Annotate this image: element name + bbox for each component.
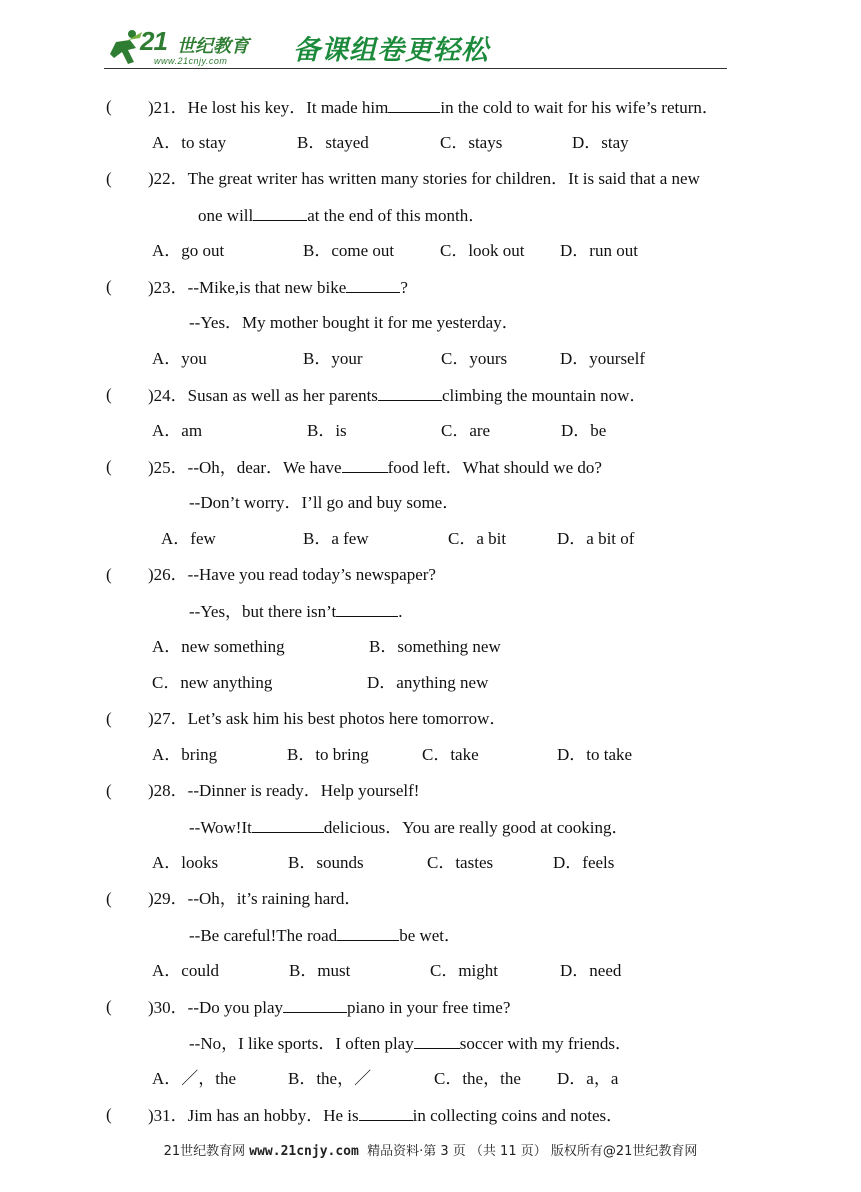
option-a: A．few [161, 529, 216, 548]
option-d: D．a，a [557, 1069, 619, 1088]
option-d: D．need [560, 961, 622, 980]
answer-paren: ( [106, 709, 112, 728]
option-c: C．stays [440, 133, 503, 152]
option-c: C．a bit [448, 529, 507, 548]
option-c: C．might [430, 961, 499, 980]
logo-url: www.21cnjy.com [154, 56, 228, 66]
answer-blank [388, 97, 440, 113]
question-text: --Be careful!The road [189, 926, 338, 945]
answer-paren: ( [106, 385, 112, 404]
answer-paren: ( [106, 457, 112, 476]
option-c: C．tastes [427, 853, 494, 872]
question-text: Let’s ask him his best photos here tomorrow． [187, 709, 507, 728]
question-text: --Wow!It [189, 818, 252, 837]
logo-chinese-text: 世纪教育 [177, 36, 249, 57]
question-number: )26． [148, 565, 188, 584]
option-a: A．you [152, 349, 207, 368]
option-d: D．to take [557, 745, 633, 764]
question-text: The great writer has written many stories for children．It is said that a new [187, 169, 700, 188]
question-text: ? [400, 278, 408, 297]
option-a: A．am [152, 421, 203, 440]
option-b: B．sounds [288, 853, 364, 872]
option-c: C．take [422, 745, 479, 764]
question-text: in collecting coins and notes． [412, 1106, 624, 1125]
answer-blank [253, 205, 307, 221]
page-footer [0, 1140, 861, 1159]
question-text: He lost his key．It made him [187, 98, 389, 117]
option-d: D．a bit of [557, 529, 635, 548]
question-text: piano in your free time? [347, 998, 511, 1017]
question-number: )25． [148, 458, 188, 477]
footer-page-info: 精品资料·第 3 页 （共 11 页） 版权所有@21世纪教育网 [367, 1144, 698, 1159]
question-number: )30． [148, 998, 188, 1017]
question-text: soccer with my friends． [459, 1034, 633, 1053]
option-a: A．new something [152, 637, 285, 656]
answer-blank [359, 1105, 413, 1121]
option-b: B．stayed [297, 133, 369, 152]
question-text: --Yes．My mother bought it for me yesterday． [189, 313, 519, 332]
question-number: )27． [148, 709, 188, 728]
page-header [100, 22, 730, 72]
option-a: A．／，the [152, 1069, 237, 1088]
option-d: D．feels [553, 853, 615, 872]
answer-paren: ( [106, 889, 112, 908]
question-text: Jim has an hobby．He is [187, 1106, 359, 1125]
option-c: C．the，the [434, 1069, 521, 1088]
question-text: --Dinner is ready．Help yourself! [187, 781, 420, 800]
answer-blank [346, 277, 400, 293]
footer-url[interactable]: www.21cnjy.com [249, 1144, 359, 1159]
option-d: D．yourself [560, 349, 645, 368]
question-number: )29． [148, 889, 188, 908]
question-text: --Have you read today’s newspaper? [187, 565, 436, 584]
option-b: B．a few [303, 529, 369, 548]
question-text: one will [198, 206, 254, 225]
answer-paren: ( [106, 565, 112, 584]
question-text: --Yes，but there isn’t [189, 602, 337, 621]
question-text: delicious．You are really good at cooking． [323, 818, 629, 837]
answer-blank [414, 1033, 460, 1049]
header-divider [104, 68, 727, 69]
question-text: at the end of this month． [307, 206, 486, 225]
question-text: --Don’t worry．I’ll go and buy some． [189, 493, 460, 512]
option-c: C．are [441, 421, 491, 440]
option-b: B．to bring [287, 745, 369, 764]
option-a: A．to stay [152, 133, 227, 152]
option-c: C．new anything [152, 673, 273, 692]
question-text: --Oh，dear．We have [187, 458, 342, 477]
question-text: in the cold to wait for his wife’s return． [440, 98, 719, 117]
question-text: --Mike,is that new bike [187, 278, 347, 297]
question-text: --Oh，it’s raining hard． [187, 889, 362, 908]
option-a: A．looks [152, 853, 219, 872]
answer-paren: ( [106, 997, 112, 1016]
question-text: food left．What should we do? [387, 458, 602, 477]
option-c: C．yours [441, 349, 508, 368]
option-d: D．be [561, 421, 607, 440]
header-slogan: 备课组卷更轻松 [293, 35, 489, 66]
question-text: Susan as well as her parents [187, 386, 378, 405]
question-number: )24． [148, 386, 188, 405]
option-b: B．is [307, 421, 347, 440]
question-text: --No，I like sports．I often play [189, 1034, 414, 1053]
question-number: )22． [148, 169, 188, 188]
answer-paren: ( [106, 169, 112, 188]
answer-blank [283, 997, 347, 1013]
option-d: D．anything new [367, 673, 489, 692]
option-a: A．bring [152, 745, 218, 764]
logo-number: 21 [140, 26, 167, 56]
option-c: C．look out [440, 241, 525, 260]
option-b: B．the，／ [288, 1069, 372, 1088]
question-number: )21． [148, 98, 188, 117]
answer-blank [252, 817, 324, 833]
answer-paren: ( [106, 1105, 112, 1124]
answer-blank [378, 385, 442, 401]
answer-blank [337, 925, 399, 941]
option-a: A．could [152, 961, 220, 980]
question-number: )28． [148, 781, 188, 800]
question-text: climbing the mountain now． [441, 386, 647, 405]
option-b: B．your [303, 349, 363, 368]
option-b: B．something new [369, 637, 501, 656]
answer-blank [336, 601, 398, 617]
answer-paren: ( [106, 97, 112, 116]
question-number: )23． [148, 278, 188, 297]
question-text: --Do you play [187, 998, 284, 1017]
question-number: )31． [148, 1106, 188, 1125]
option-d: D．run out [560, 241, 638, 260]
footer-site-name: 21世纪教育网 [163, 1144, 246, 1159]
question-text: . [398, 602, 403, 621]
answer-paren: ( [106, 277, 112, 296]
question-text: be wet． [399, 926, 462, 945]
answer-blank [342, 457, 388, 473]
option-a: A．go out [152, 241, 225, 260]
option-b: B．must [289, 961, 351, 980]
option-d: D．stay [572, 133, 629, 152]
option-b: B．come out [303, 241, 395, 260]
answer-paren: ( [106, 781, 112, 800]
